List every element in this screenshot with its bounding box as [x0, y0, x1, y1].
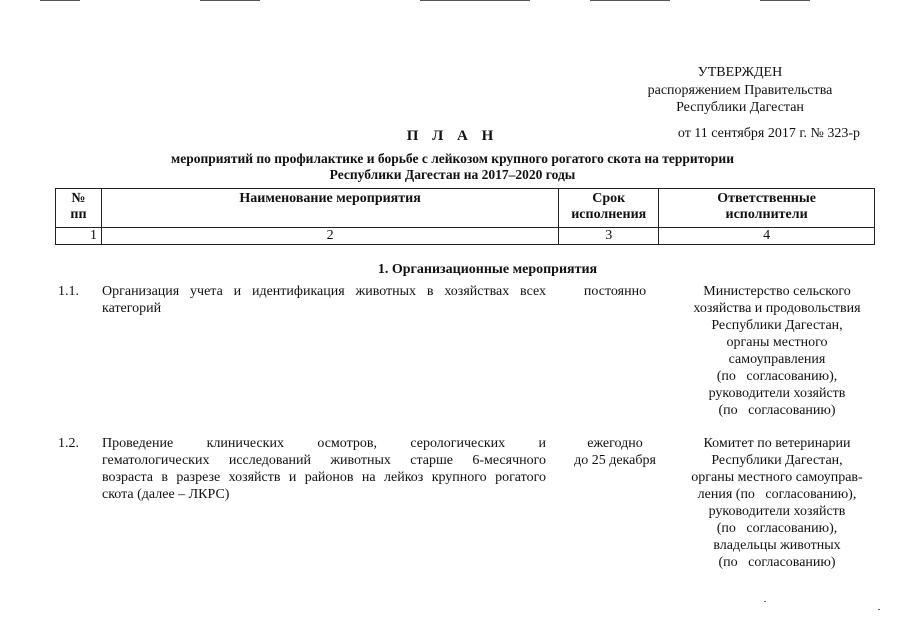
scan-speck: [764, 601, 766, 602]
row-activity: Организация учета и идентификация животных в хозяйствах всех категорий: [102, 284, 546, 316]
column-number-row: [56, 228, 875, 245]
approval-date: от 11 сентября 2017 г. № 323-р: [677, 125, 860, 141]
column-number: 4: [659, 228, 875, 245]
column-number: 3: [559, 228, 659, 245]
approval-line: Республики Дагестан: [676, 100, 804, 115]
header-responsible: Ответственные исполнители: [659, 189, 875, 228]
row-term: ежегодно до 25 декабря: [574, 436, 656, 468]
header-row: [56, 189, 875, 228]
document-title: П Л А Н: [406, 128, 499, 144]
section-heading: 1. Организационные мероприятия: [377, 262, 598, 277]
row-number: 1.2.: [58, 436, 79, 451]
top-scan-line: [420, 0, 530, 1]
approval-line: распоряжением Правительства: [647, 82, 833, 98]
row-responsible: Комитет по ветеринарии Республики Дагестан, органы местного самоуправ- ления (по согласованию), руководители хозяйств (по согласованию), владельцы животных (по согласованию): [691, 436, 863, 570]
subtitle-line: мероприятий по профилактике и борьбе с лейкозом крупного рогатого скота на территории: [171, 151, 734, 166]
row-activity: Проведение клинических осмотров, серологических и гематологических исследований животных старше 6-месячного возраста в разрезе хозяйств и районов на лейкоз крупного рогатого скота (далее – ЛКРС): [102, 436, 546, 502]
scan-speck: [878, 609, 880, 610]
row-responsible: Министерство сельского хозяйства и продовольствия Республики Дагестан, органы местного самоуправления (по согласованию), руководители хозяйств (по согласованию): [693, 284, 861, 418]
plan-table-header: [55, 188, 875, 245]
row-term: постоянно: [583, 284, 647, 299]
header-term: Срок исполнения: [559, 189, 659, 228]
header-name: Наименование мероприятия: [101, 189, 558, 228]
top-scan-line: [200, 0, 260, 1]
top-scan-line: [760, 0, 810, 1]
row-number: 1.1.: [58, 284, 79, 299]
approval-line: УТВЕРЖДЕН: [697, 65, 783, 80]
document-subtitle: [0, 151, 905, 183]
header-num: № пп: [56, 189, 102, 228]
top-scan-line: [40, 0, 80, 1]
top-scan-line: [590, 0, 670, 1]
subtitle-line: Республики Дагестан на 2017–2020 годы: [329, 167, 576, 182]
column-number: 2: [101, 228, 558, 245]
column-number: 1: [56, 228, 102, 245]
